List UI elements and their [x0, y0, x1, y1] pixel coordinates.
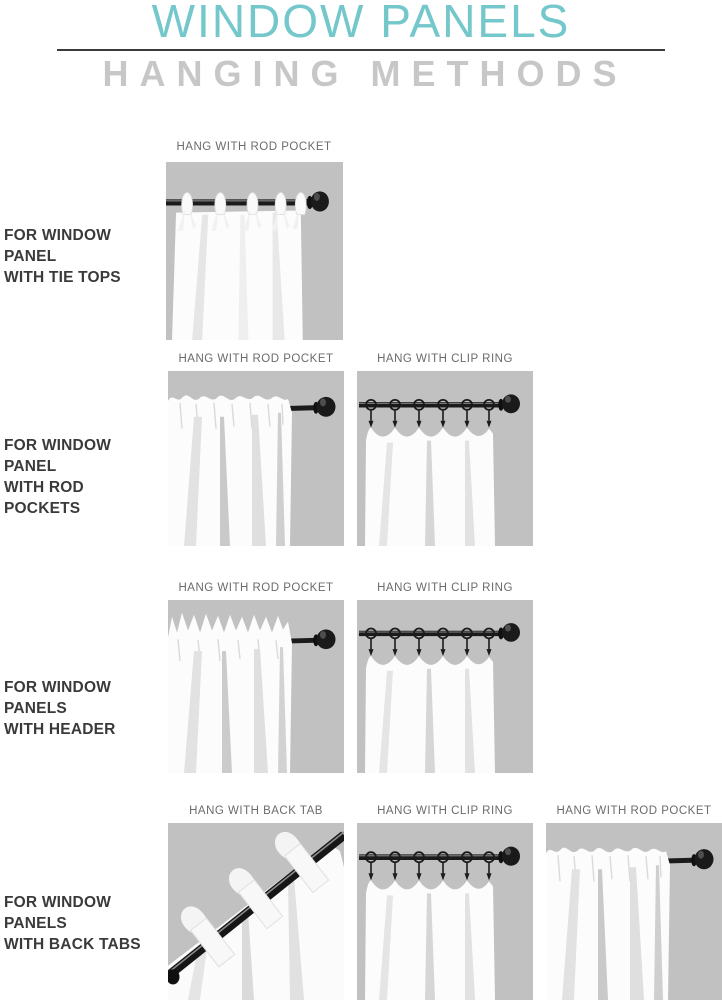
- image-caption: HANG WITH ROD POCKET: [176, 141, 332, 153]
- rod-pocket-curtain-icon: [546, 823, 722, 1000]
- clip-ring-curtain-icon: [357, 371, 533, 546]
- image-caption: HANG WITH CLIP RING: [377, 805, 513, 817]
- row-label-line1: FOR WINDOW PANELS: [4, 894, 112, 932]
- page-subtitle: HANGING METHODS: [102, 53, 628, 94]
- image-caption: HANG WITH ROD POCKET: [178, 353, 334, 365]
- row-label-line1: FOR WINDOW PANEL: [4, 227, 112, 265]
- rod-pocket-curtain-illustration: [168, 371, 344, 546]
- rod-pocket-curtain-icon: [168, 371, 344, 546]
- row-label-line2: WITH ROD POCKETS: [4, 479, 84, 517]
- image-caption: HANG WITH ROD POCKET: [178, 582, 334, 594]
- header-rod-pocket-curtain-illustration: [168, 600, 344, 773]
- image-caption: HANG WITH BACK TAB: [189, 805, 323, 817]
- image-caption: HANG WITH CLIP RING: [377, 582, 513, 594]
- row-label-line1: FOR WINDOW PANELS: [4, 679, 112, 717]
- row-label-line2: WITH TIE TOPS: [4, 269, 121, 286]
- clip-ring-curtain-illustration: [357, 823, 533, 1000]
- row-label-rod-pockets: [4, 435, 164, 519]
- page-title: WINDOW PANELS: [151, 0, 571, 47]
- rod-pocket-curtain-illustration: [546, 823, 722, 1000]
- row-label-line2: WITH HEADER: [4, 721, 116, 738]
- row-label-line2: WITH BACK TABS: [4, 936, 141, 953]
- tie-top-curtain-illustration: [166, 162, 343, 340]
- clip-ring-curtain-icon: [357, 600, 533, 773]
- row-label-back-tabs: [4, 892, 164, 955]
- header-rod-pocket-curtain-icon: [168, 600, 344, 773]
- back-tab-curtain-illustration: [168, 823, 344, 1000]
- row-label-tie-tops: [4, 225, 164, 288]
- clip-ring-curtain-icon: [357, 823, 533, 1000]
- clip-ring-curtain-illustration: [357, 600, 533, 773]
- image-caption: HANG WITH CLIP RING: [377, 353, 513, 365]
- clip-ring-curtain-illustration: [357, 371, 533, 546]
- image-caption: HANG WITH ROD POCKET: [556, 805, 712, 817]
- header-divider: [57, 49, 665, 51]
- row-label-line1: FOR WINDOW PANEL: [4, 437, 112, 475]
- back-tab-curtain-icon: [168, 823, 344, 1000]
- tie-top-curtain-icon: [166, 162, 343, 340]
- row-label-header: [4, 677, 164, 740]
